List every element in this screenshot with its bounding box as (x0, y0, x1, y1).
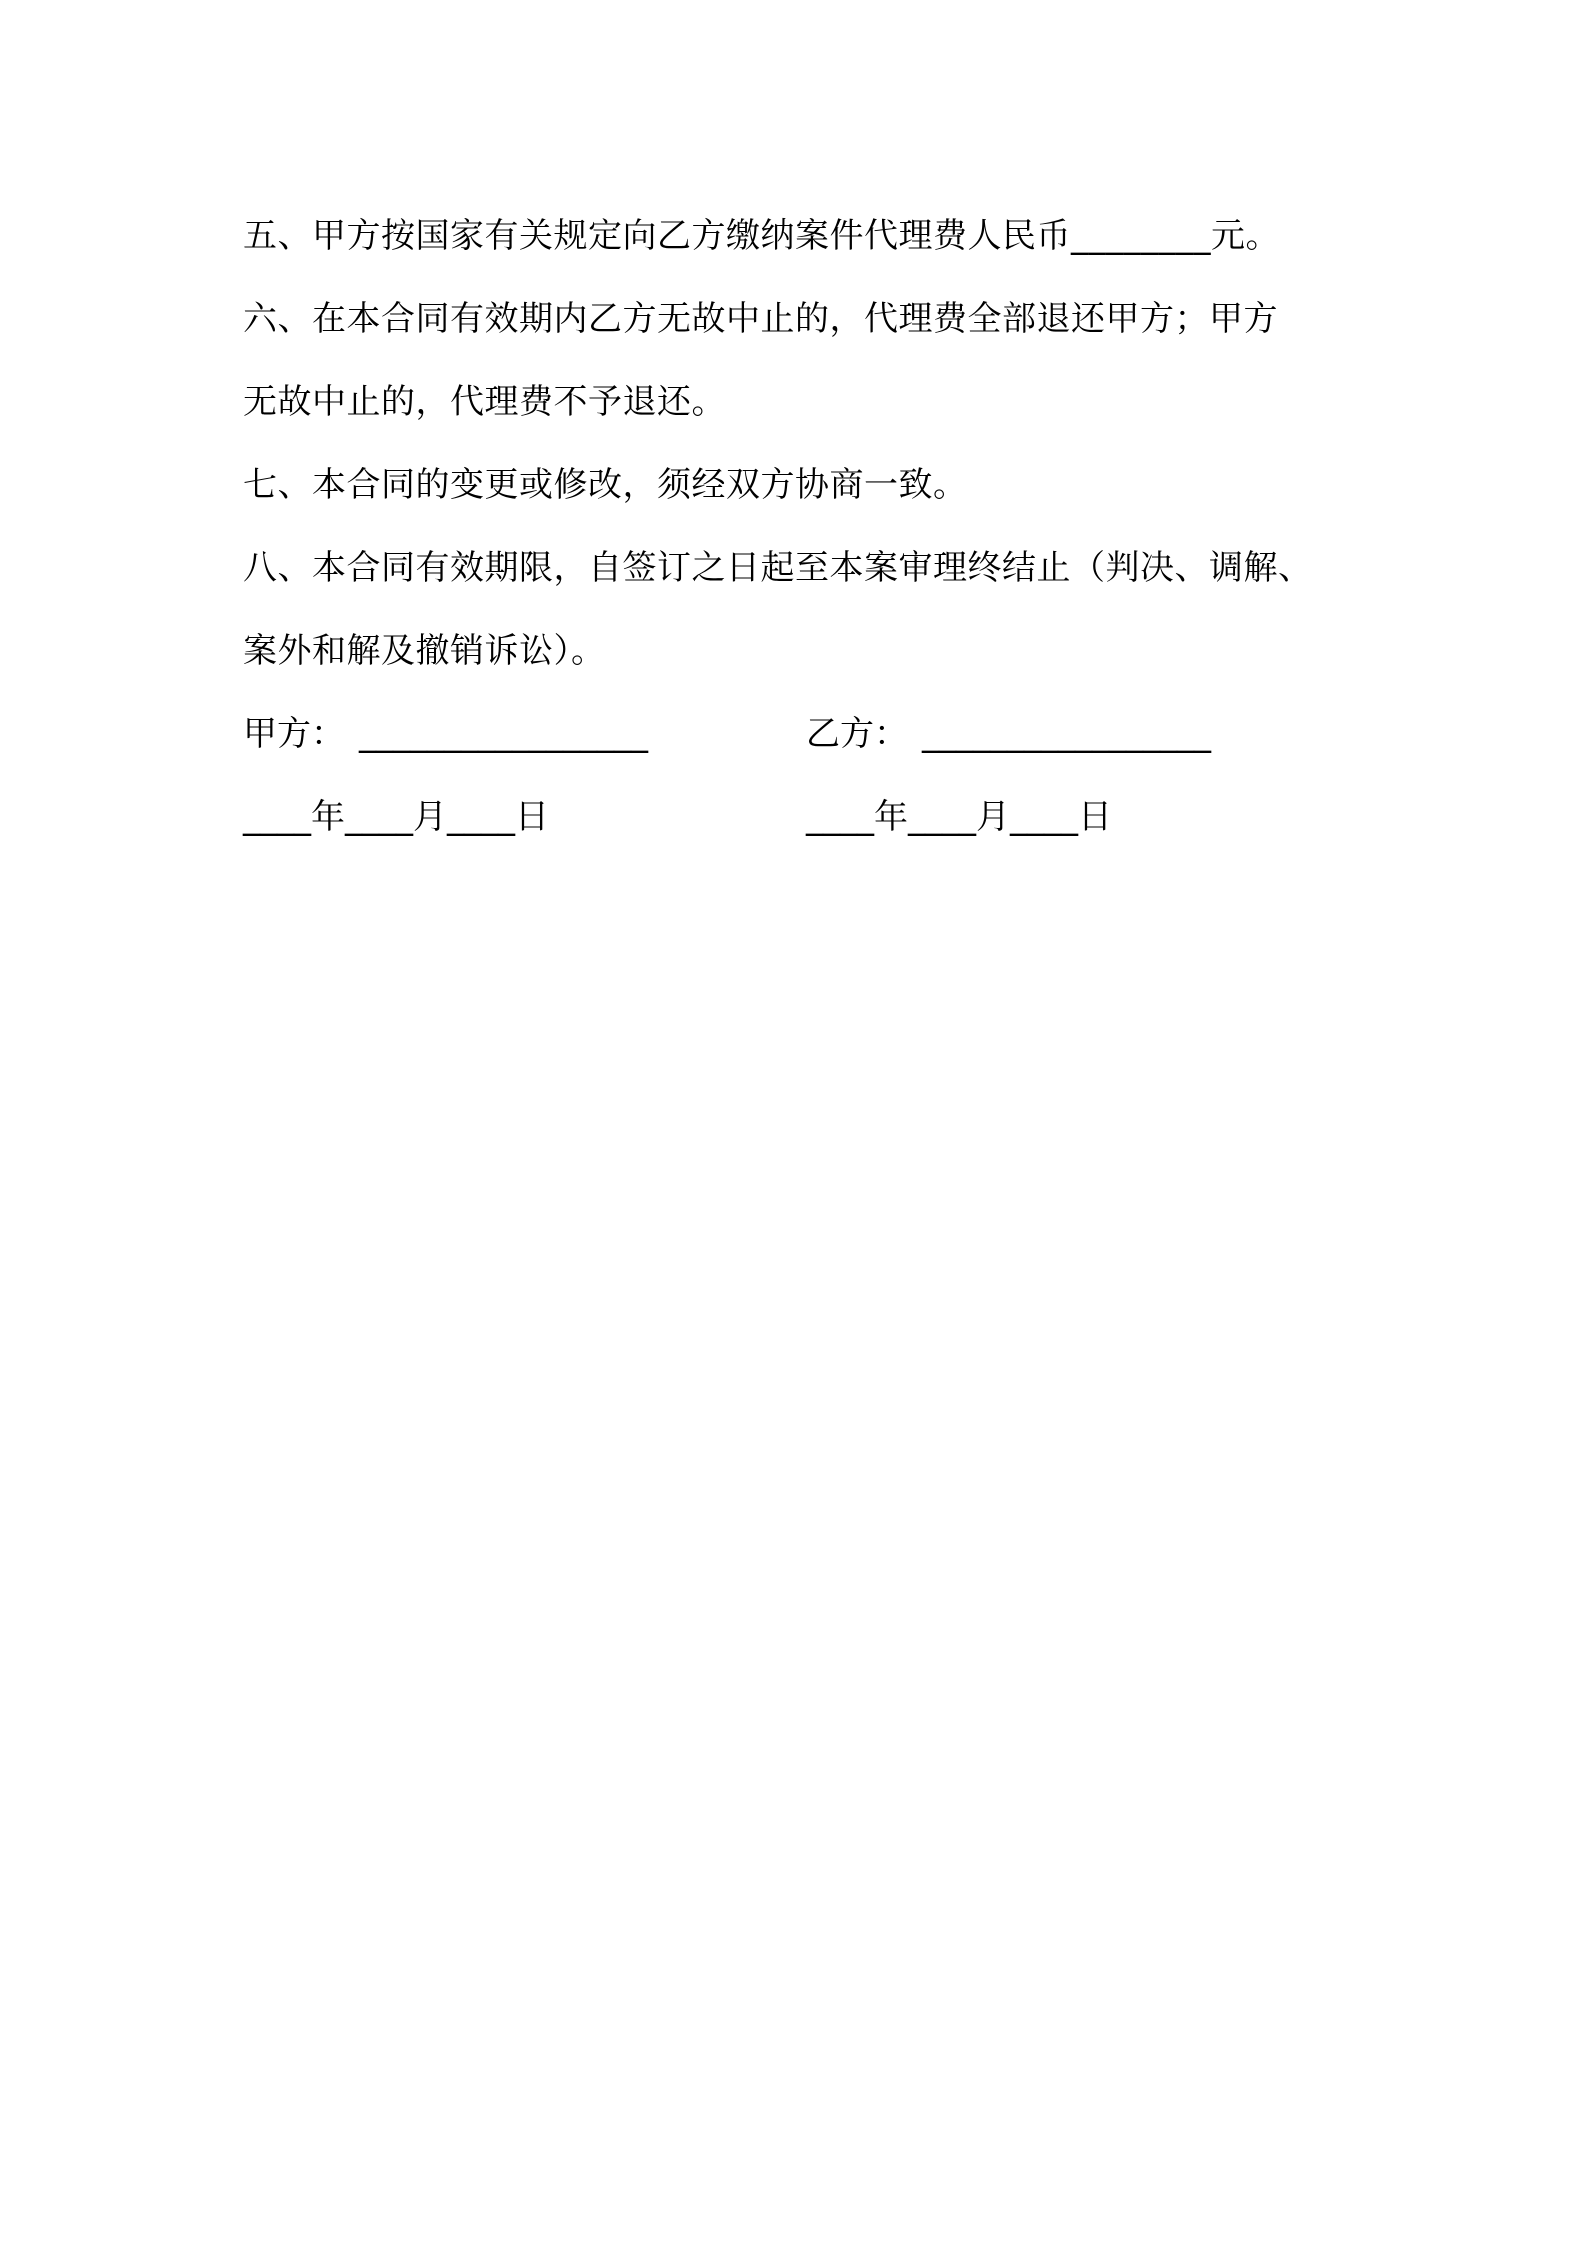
clause-7: 七、本合同的变更或修改，须经双方协商一致。 (243, 465, 968, 505)
party-a-label: 甲方： (243, 714, 345, 754)
party-b-blank: _________________ (922, 714, 1211, 754)
date-row (243, 776, 1363, 859)
clause-6-line-1: 六、在本合同有效期内乙方无故中止的，代理费全部退还甲方；甲方 (243, 299, 1278, 339)
party-b-date: ____年____月____日 (806, 797, 1112, 837)
party-a-date: ____年____月____日 (243, 797, 549, 837)
party-a-signature (243, 693, 648, 776)
clause-5: 五、甲方按国家有关规定向乙方缴纳案件代理费人民币________元。 (243, 216, 1280, 256)
party-b-label: 乙方： (806, 714, 908, 754)
party-a-blank: _________________ (359, 714, 648, 754)
clause-8-line-1: 八、本合同有效期限，自签订之日起至本案审理终结止（判决、调解、 (243, 548, 1313, 588)
signature-row (243, 693, 1363, 776)
contract-body (243, 195, 1363, 859)
party-b-signature (806, 693, 1211, 776)
clause-6-line-2: 无故中止的，代理费不予退还。 (243, 382, 726, 422)
clause-8-line-2: 案外和解及撤销诉讼）。 (243, 631, 606, 671)
